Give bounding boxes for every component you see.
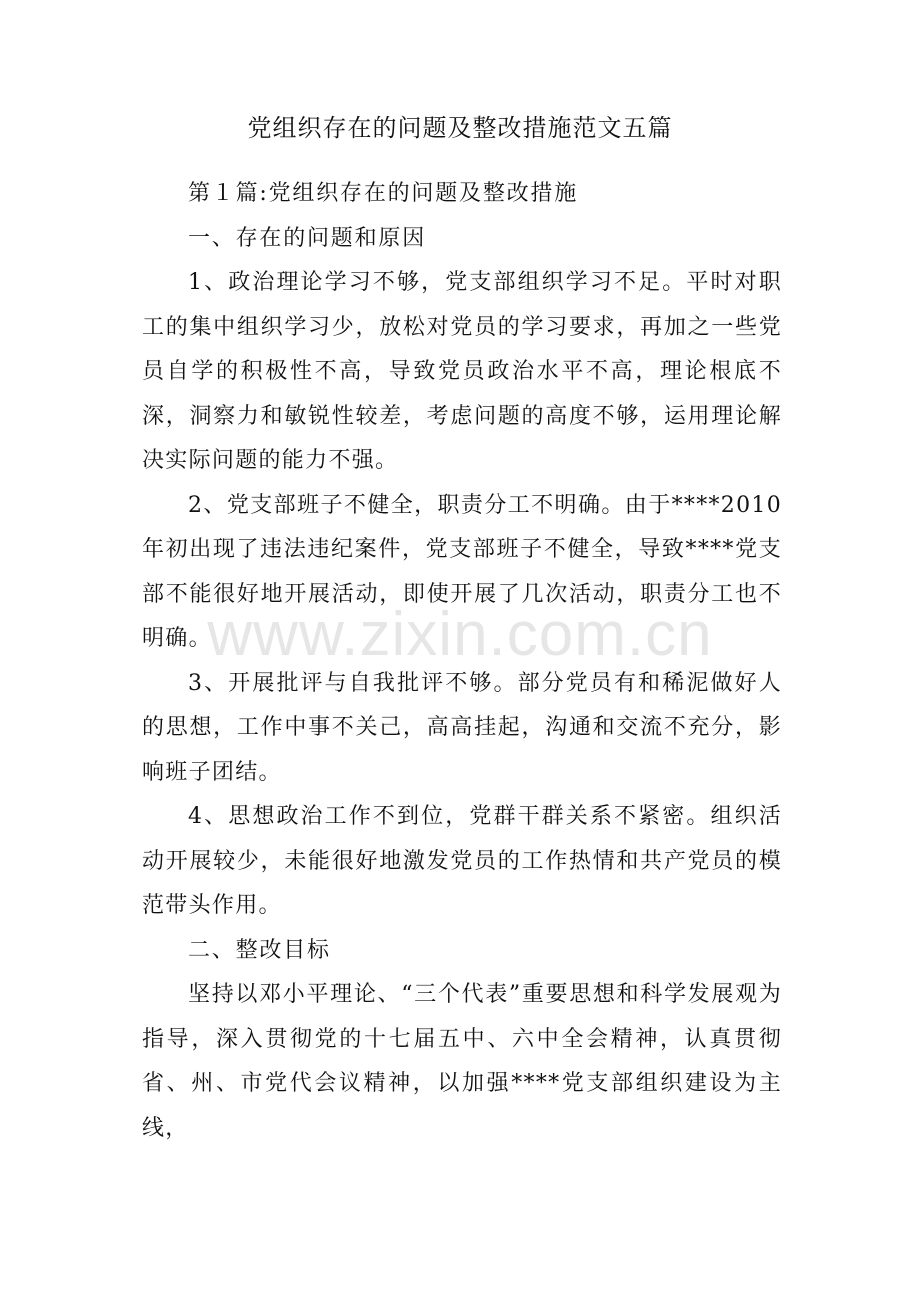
section-heading-part-1: 第１篇:党组织存在的问题及整改措施 [188, 181, 579, 206]
watermark: www.zixin.com.cn [207, 600, 713, 669]
paragraph-goals: 坚持以邓小平理论、“三个代表”重要思想和科学发展观为指导，深入贯彻党的十七届五中、六中全会精神，认真贯彻省、州、市党代会议精神，以加强****党支部组织建设为主线， [142, 982, 782, 1141]
section-heading-goals: 二、整改目标 [188, 937, 331, 963]
document-title: 党组织存在的问题及整改措施范文五篇 [247, 114, 673, 142]
paragraph-problem-3: 3、开展批评与自我批评不够。部分党员有和稀泥做好人的思想，工作中事不关己，高高挂起，沟通和交流不充分，影响班子团结。 [142, 670, 782, 785]
paragraph-problem-4: 4、思想政治工作不到位，党群干群关系不紧密。组织活动开展较少，未能很好地激发党员的工作热情和共产党员的模范带头作用。 [142, 804, 782, 918]
document-body [142, 172, 782, 1151]
paragraph-problem-2: 2、党支部班子不健全，职责分工不明确。由于****2010年初出现了违法违纪案件，党支部班子不健全，导致****党支部不能很好地开展活动，即使开展了几次活动，职责分工也不明确。 [142, 492, 782, 651]
paragraph-problem-1: 1、政治理论学习不够，党支部组织学习不足。平时对职工的集中组织学习少，放松对党员的学习要求，再加之一些党员自学的积极性不高，导致党员政治水平不高，理论根底不深，洞察力和敏锐性较差，考虑问题的高度不够，运用理论解决实际问题的能力不强。 [142, 270, 782, 473]
section-heading-problems: 一、存在的问题和原因 [188, 225, 427, 251]
